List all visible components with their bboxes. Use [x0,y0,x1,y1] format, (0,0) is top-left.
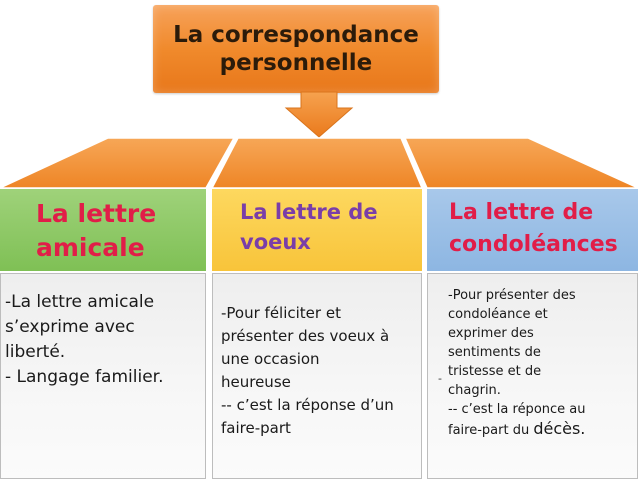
column-header-text: La lettre de condoléances [449,200,618,257]
roof-left [0,138,234,188]
column-body-text [448,286,631,440]
column-header-voeux [212,189,422,271]
column-header-text: La lettre de voeux [240,200,378,254]
column-body-main: -Pour présenter des condoléance et exprimer des sentiments de tristesse et de chagrin. -- c’est la réponce au faire-part du [448,288,586,438]
title-text: La correspondance personnelle [173,22,419,76]
roof-right [405,138,638,188]
roof-middle [212,138,422,188]
side-dash: - [438,372,442,385]
column-body-text: -Pour féliciter et présenter des voeux à une occasion heureuse -- c’est la réponse d’un faire-part [221,304,394,437]
column-body-amicale [0,273,206,479]
column-body-text: -La lettre amicale s’exprime avec liberté. - Langage familier. [5,292,164,387]
column-header-amicale [0,189,206,271]
column-body-condoleances [427,273,638,479]
column-header-condoleances [427,189,638,271]
column-header-text: La lettre amicale [36,199,157,262]
column-body-emphasis: décès. [533,419,586,438]
column-body-voeux [212,273,422,479]
